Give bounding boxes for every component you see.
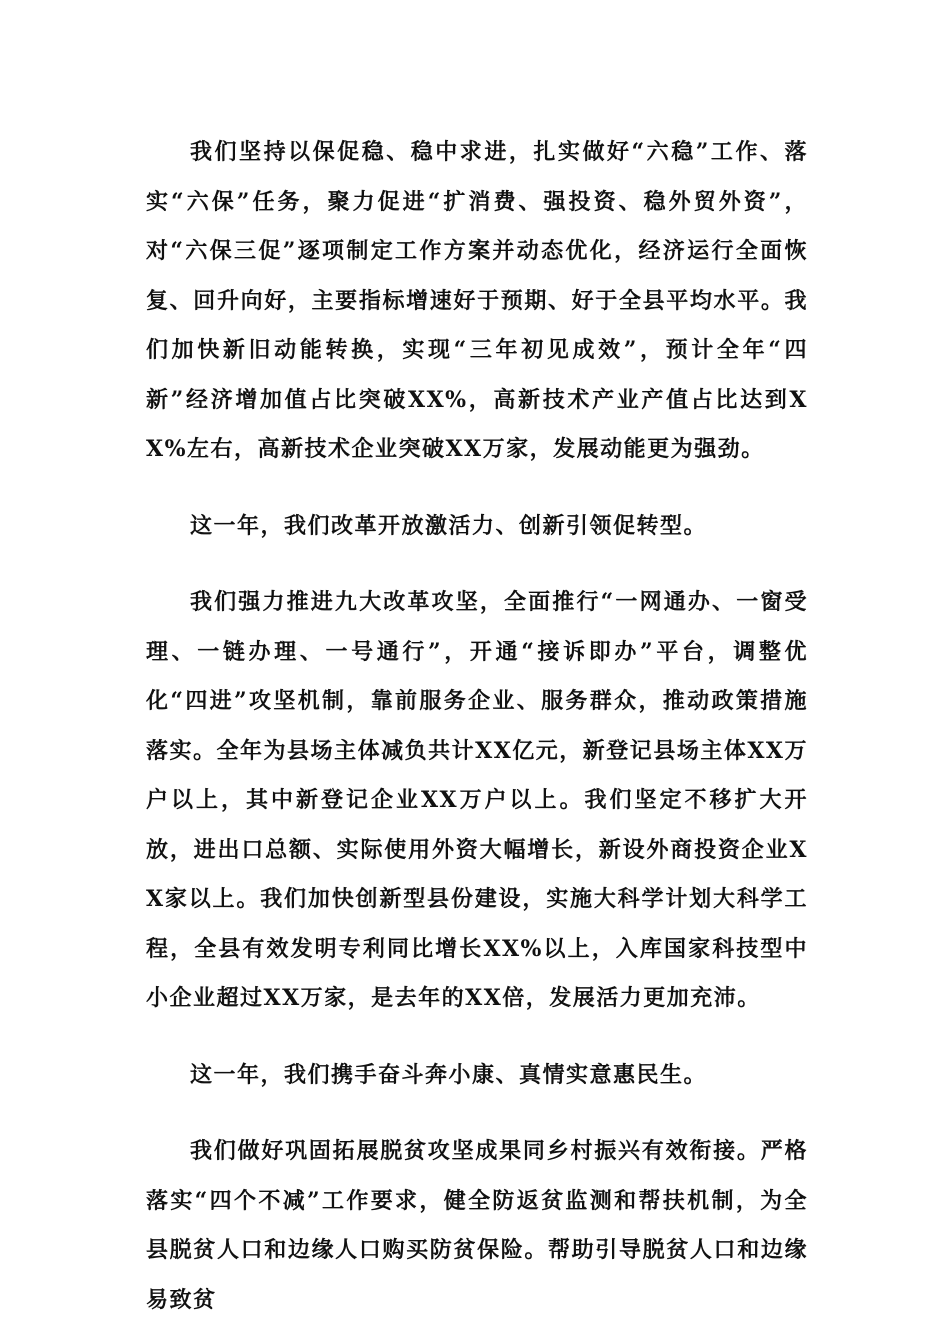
- paragraph-5: 我们做好巩固拓展脱贫攻坚成果同乡村振兴有效衔接。严格落实“四个不减”工作要求，健全防返贫监测和帮扶机制，为全县脱贫人口和边缘人口购买防贫保险。帮助引导脱贫人口和边缘易致贫: [146, 1138, 808, 1313]
- paragraph-3: 我们强力推进九大改革攻坚，全面推行“一网通办、一窗受理、一链办理、一号通行”，开通“接诉即办”平台，调整优化“四进”攻坚机制，靠前服务企业、服务群众，推动政策措施落实。全年为县场主体减负共计XX亿元，新登记县场主体XX万户以上，其中新登记企业XX万户以上。我们坚定不移扩大开放，进出口总额、实际使用外资大幅增长，新设外商投资企业XX家以上。我们加快创新型县份建设，实施大科学计划大科学工程，全县有效发明专利同比增长XX%以上，入库国家科技型中小企业超过XX万家，是去年的XX倍，发展活力更加充沛。: [146, 589, 808, 1011]
- paragraph-1: 我们坚持以保促稳、稳中求进，扎实做好“六稳”工作、落实“六保”任务，聚力促进“扩消费、强投资、稳外贸外资”，对“六保三促”逐项制定工作方案并动态优化，经济运行全面恢复、回升向好，主要指标增速好于预期、好于全县平均水平。我们加快新旧动能转换，实现“三年初见成效”，预计全年“四新”经济增加值占比突破XX%，高新技术产业产值占比达到XX%左右，高新技术企业突破XX万家，发展动能更为强劲。: [146, 139, 808, 462]
- paragraph-2: 这一年，我们改革开放激活力、创新引领促转型。: [190, 512, 708, 539]
- paragraph-4: 这一年，我们携手奋斗奔小康、真情实意惠民生。: [190, 1061, 708, 1088]
